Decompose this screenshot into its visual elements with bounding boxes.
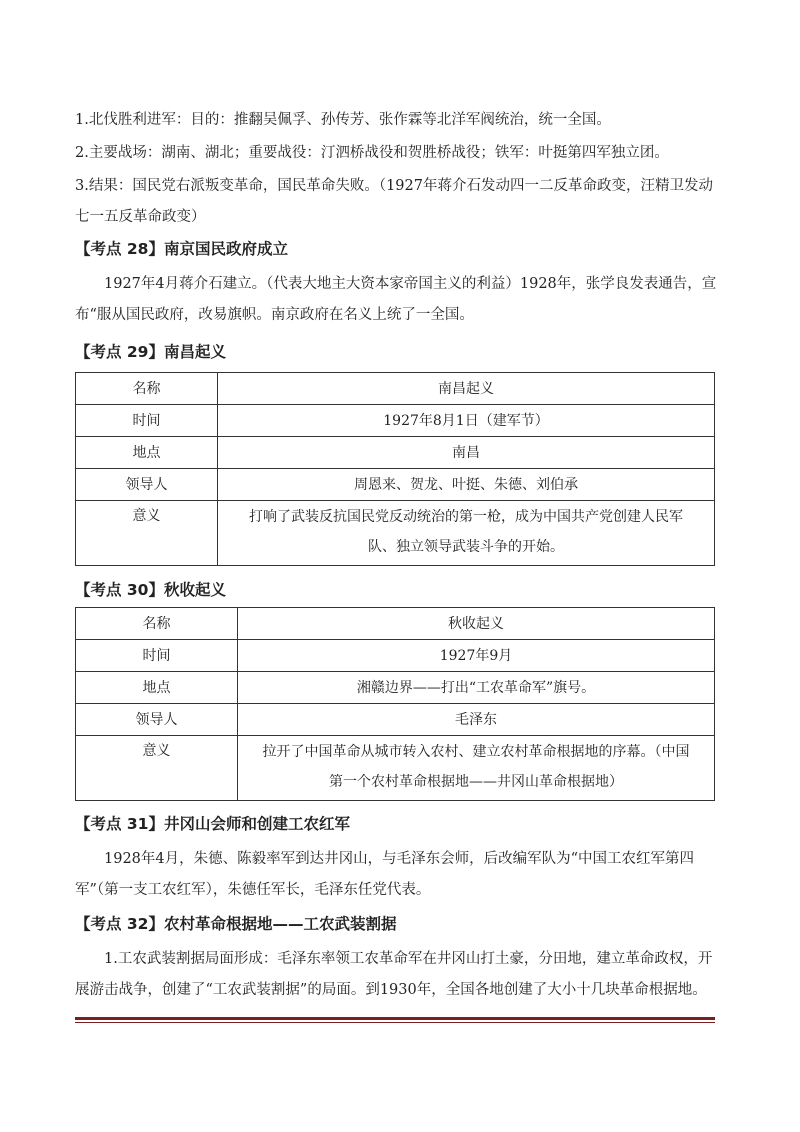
row-label: 时间	[76, 405, 218, 437]
row-label: 领导人	[76, 469, 218, 501]
row-label: 名称	[76, 373, 218, 405]
northern-expedition-goal: 1.北伐胜利进军：目的：推翻吴佩孚、孙传芳、张作霖等北洋军阀统治，统一全国。	[75, 112, 611, 128]
heading-kd32: 【考点 32】农村革命根据地——工农武装割据	[75, 915, 397, 933]
northern-expedition-battles: 2.主要战场：湖南、湖北；重要战役：汀泗桥战役和贺胜桥战役；铁军：叶挺第四军独立团。	[75, 145, 669, 161]
row-value: 1927年9月	[238, 640, 715, 672]
table-row	[76, 405, 715, 437]
row-value: 打响了武装反抗国民党反动统治的第一枪，成为中国共产党创建人民军队、独立领导武装斗争的开始。	[218, 501, 715, 566]
row-label: 地点	[76, 672, 238, 704]
table-row	[76, 704, 715, 736]
row-value: 湘赣边界——打出“工农革命军”旗号。	[238, 672, 715, 704]
footer-divider-thin	[75, 1022, 715, 1023]
nanchang-uprising-table	[75, 372, 715, 566]
heading-kd29: 【考点 29】南昌起义	[75, 343, 226, 361]
row-label: 时间	[76, 640, 238, 672]
autumn-harvest-uprising-table	[75, 607, 715, 801]
kd28-text: 1927年4月蒋介石建立。（代表大地主大资本家帝国主义的利益）1928年，张学良发表通告，宣布“服从国民政府，改易旗帜。南京政府在名义上统了一全国。	[75, 276, 717, 323]
table-row	[76, 437, 715, 469]
row-value: 南昌	[218, 437, 715, 469]
heading-kd31: 【考点 31】井冈山会师和创建工农红军	[75, 815, 350, 833]
table-row	[76, 672, 715, 704]
row-value: 1927年8月1日（建军节）	[218, 405, 715, 437]
row-value: 南昌起义	[218, 373, 715, 405]
table-row	[76, 373, 715, 405]
row-label: 领导人	[76, 704, 238, 736]
footer-divider	[75, 1017, 715, 1020]
kd32-text: 1.工农武装割据局面形成：毛泽东率领工农革命军在井冈山打土豪，分田地，建立革命政权，开展游击战争，创建了“工农武装割据”的局面。到1930年，全国各地创建了大小十几块革命根据地。	[75, 951, 713, 998]
row-value: 毛泽东	[238, 704, 715, 736]
row-value: 秋收起义	[238, 608, 715, 640]
row-label: 意义	[76, 501, 218, 566]
northern-expedition-result: 3.结果：国民党右派叛变革命，国民革命失败。（1927年蒋介石发动四一二反革命政变，汪精卫发动七一五反革命政变）	[75, 178, 713, 225]
table-row	[76, 736, 715, 801]
row-label: 意义	[76, 736, 238, 801]
row-label: 名称	[76, 608, 238, 640]
table-row	[76, 640, 715, 672]
heading-kd30: 【考点 30】秋收起义	[75, 581, 226, 599]
table-row	[76, 501, 715, 566]
table-row	[76, 608, 715, 640]
row-value: 周恩来、贺龙、叶挺、朱德、刘伯承	[218, 469, 715, 501]
row-label: 地点	[76, 437, 218, 469]
row-value: 拉开了中国革命从城市转入农村、建立农村革命根据地的序幕。（中国第一个农村革命根据地——井冈山革命根据地）	[238, 736, 715, 801]
kd31-text: 1928年4月，朱德、陈毅率军到达井冈山，与毛泽东会师，后改编军队为“中国工农红军第四军”（第一支工农红军），朱德任军长，毛泽东任党代表。	[75, 851, 695, 898]
table-row	[76, 469, 715, 501]
heading-kd28: 【考点 28】南京国民政府成立	[75, 240, 288, 258]
